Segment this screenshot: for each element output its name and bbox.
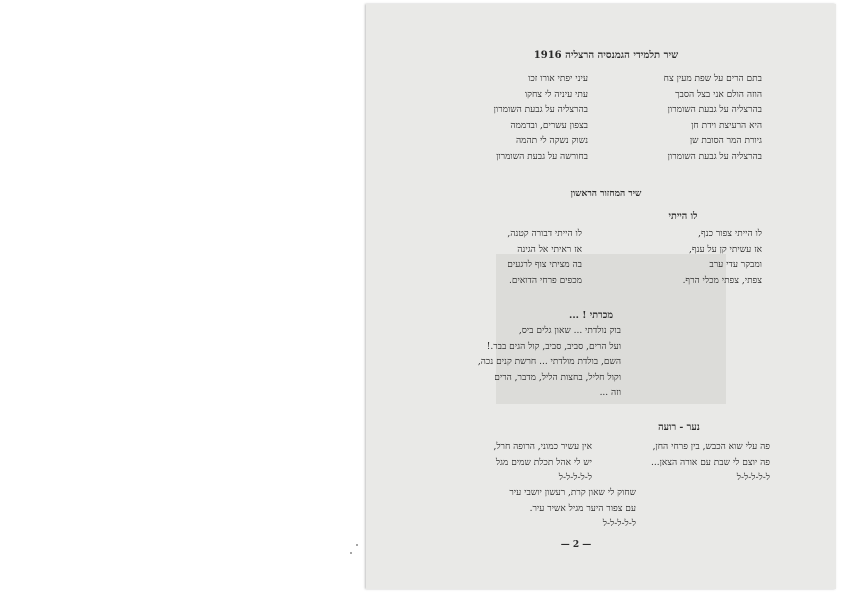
poem3-body [478,324,621,402]
poem-line: לו הייתי צפור כנף, [698,229,762,239]
poem-line: בהרצליה על גבעת השומרון [667,105,762,115]
poem1-left-column [494,72,588,165]
poem-line: בתם הרים על שפת מעין צח [663,74,762,84]
poem-line: ומבקר עדי ערב [709,260,762,270]
poem-line: בחורשה על גבעת השומרון [496,151,588,162]
poem1-right-column [664,72,762,165]
poem-line: וזה ... [599,388,621,398]
poem2-left-column [507,227,582,289]
poem-line: ועל הרים, סביב, סביב, קול הגים בבר.! [486,341,621,352]
poem-line: הוזה הולם אני בצל הסבך [675,89,762,100]
poem4-left-column [493,440,592,487]
poem-line: ל-ל-ל-ל-ל [736,473,770,483]
poem-line: עיני יפתי אורו זכו [528,74,588,84]
poem4-center-column [509,486,636,533]
poem-line: שחוק לי שאון קרת, רעשון יושבי עיר [509,488,636,498]
poem-line: יש לי אהל תכלת שמים מגל [495,457,592,468]
poem-line: בה מציתי צוף לרגעים [507,260,582,270]
poem-line: השם, בולדת מולדתי ... חרשת קנים נכה, [477,357,621,367]
poem-line: ל-ל-ל-ל-ל [602,519,636,529]
poem-line: אין עשיר כמוני, הרופה חרל, [493,442,592,452]
page-title: שיר תלמידי הגמנסיה הרצליה 1916 [533,50,679,61]
poem-line: מכפים פרחי הדואים. [508,275,582,286]
poem-line: עם צפור היער מגיל אשיר עיר. [529,503,636,514]
poem-line: פה יוצם לי שבת עם אורה הצאן... [651,457,770,468]
scan-speck [350,552,352,554]
page-number: — 2 — [560,540,592,550]
scan-speck [356,544,358,546]
poem-line: בוק נולדתי ... שאון גלים ביס, [518,326,621,336]
poem-line: אז עשיתי קן על ענף, [689,244,762,255]
poem-line: גיורת המר הסובת שן [689,136,762,146]
poem2-right-column [683,227,762,289]
poem-line: היא הרעיצת וידת חן [691,120,762,131]
poem4-right-column [651,440,770,487]
poem-line: נשוק נשקה לי תהמה [515,136,588,146]
poem-line: פה עלי שוא הכבש, בין פרחי החן, [652,442,770,452]
document-page [366,4,836,589]
section-title: שיר המחזור הראשון [570,189,642,199]
poem4-title: נער - רועה [658,422,700,433]
poem3-title: מכרתי ! ... [569,310,613,321]
poem2-title: לו הייתי [668,211,698,222]
poem-line: אז ראיתי אל הגינה [517,244,582,255]
poem-line: לו הייתי דבורה קטנה, [507,229,582,239]
poem-line: ל-ל-ל-ל-ל [558,473,592,483]
poem-line: עתי עיניה לי צחקו [524,89,588,100]
poem-line: וקול חליל, בחצות הליל, מדבר, הרים [494,372,621,383]
poem-line: בהרצליה על גבעת השומרון [493,105,588,115]
poem-line: בצפון עשרים, ובדממה [510,120,588,131]
poem-line: צפתי, צפתי מכלי הרף. [682,275,762,286]
poem-line: בהרצליה על גבעת השומרון [667,151,762,162]
